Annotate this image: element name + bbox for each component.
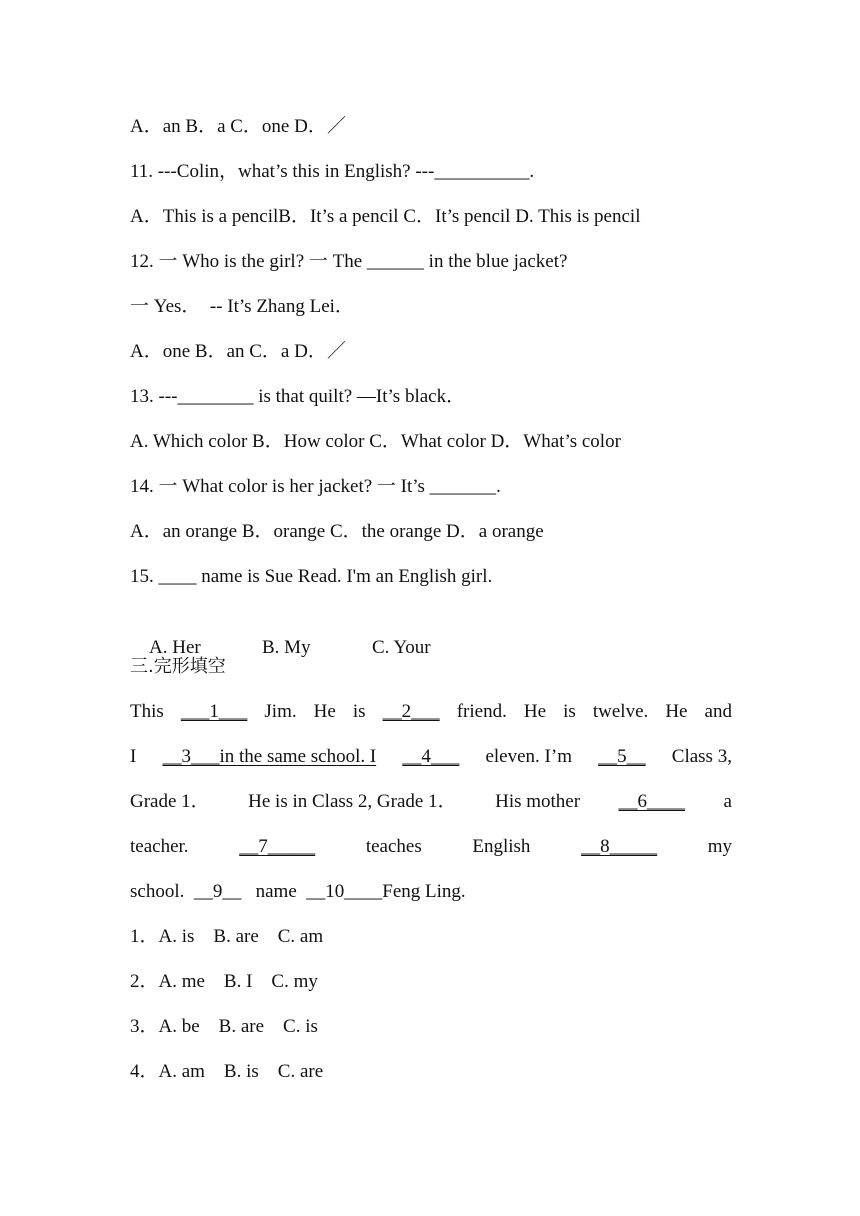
q12-options: A．one B．an C．a D．／ — [130, 341, 346, 362]
cloze-word: His mother — [495, 791, 581, 812]
cloze-blank-4: __4___ — [402, 746, 460, 767]
cloze-word: He — [665, 701, 688, 722]
cloze-blank-8: __8_____ — [581, 836, 658, 857]
cloze-blank-5: __5__ — [598, 746, 646, 767]
cloze-word: Jim. — [264, 701, 297, 722]
q15-option-b: B. My — [262, 637, 311, 658]
cloze-blank-3: __3___in the same school. I — [162, 746, 377, 767]
section-title: 三.完形填空 — [130, 656, 226, 677]
q15-option-a: A. Her — [149, 637, 201, 658]
cloze-line-5: school. __9__ name __10____Feng Ling. — [130, 881, 466, 902]
cloze-word: English — [472, 836, 531, 857]
cloze-word: my — [707, 836, 732, 857]
cloze-word: This — [130, 701, 164, 722]
q14-options: A．an orange B．orange C．the orange D．a orange — [130, 521, 544, 542]
cloze-word: is — [352, 701, 366, 722]
cloze-word: He — [523, 701, 547, 722]
cloze-word: and — [704, 701, 732, 722]
cloze-word: teaches — [365, 836, 422, 857]
q15-option-c: C. Your — [372, 637, 431, 658]
cloze-word: is — [563, 701, 576, 722]
cloze-line-3 — [130, 789, 732, 815]
q13-question: 13. ---________ is that quilt? —It’s black． — [130, 386, 466, 407]
cloze-answer-2: 2．A. me B. I C. my — [130, 971, 318, 992]
q14-question: 14. 一 What color is her jacket? 一 It’s _______. — [130, 476, 501, 497]
q13-options: A. Which color B．How color C．What color D．What’s color — [130, 431, 621, 452]
q12-question: 12. 一 Who is the girl? 一 The ______ in the blue jacket? — [130, 251, 568, 272]
cloze-word: teacher. — [130, 836, 189, 857]
q11-question: 11. ---Colin，what’s this in English? ---__________. — [130, 161, 535, 182]
cloze-blank-2: __2___ — [382, 701, 440, 722]
q11-options: A．This is a pencilB．It’s a pencil C．It’s pencil D. This is pencil — [130, 206, 641, 227]
cloze-answer-4: 4．A. am B. is C. are — [130, 1061, 324, 1082]
cloze-word: Grade 1． — [130, 791, 210, 812]
cloze-word: a — [723, 791, 732, 812]
q15-options — [130, 609, 732, 658]
cloze-word: twelve. — [592, 701, 649, 722]
q10-options: A．an B．a C．one D．／ — [130, 116, 346, 137]
q15-question: 15. ____ name is Sue Read. I'm an English girl. — [130, 566, 493, 587]
cloze-line-4 — [130, 834, 732, 860]
cloze-blank-1: ___1___ — [180, 701, 248, 722]
q12-answer-line: 一 Yes． -- It’s Zhang Lei． — [130, 296, 354, 317]
cloze-answer-1: 1．A. is B. are C. am — [130, 926, 324, 947]
cloze-answer-3: 3．A. be B. are C. is — [130, 1016, 318, 1037]
cloze-blank-7: __7_____ — [239, 836, 316, 857]
cloze-word: I — [130, 746, 137, 767]
cloze-word: He — [313, 701, 336, 722]
cloze-word: Class 3, — [671, 746, 732, 767]
cloze-blank-6: __6____ — [618, 791, 686, 812]
cloze-word: friend. — [456, 701, 507, 722]
cloze-line-1 — [130, 699, 732, 725]
cloze-line-2 — [130, 744, 732, 770]
cloze-word: eleven. I’m — [485, 746, 572, 767]
cloze-word: He is in Class 2, Grade 1． — [248, 791, 457, 812]
